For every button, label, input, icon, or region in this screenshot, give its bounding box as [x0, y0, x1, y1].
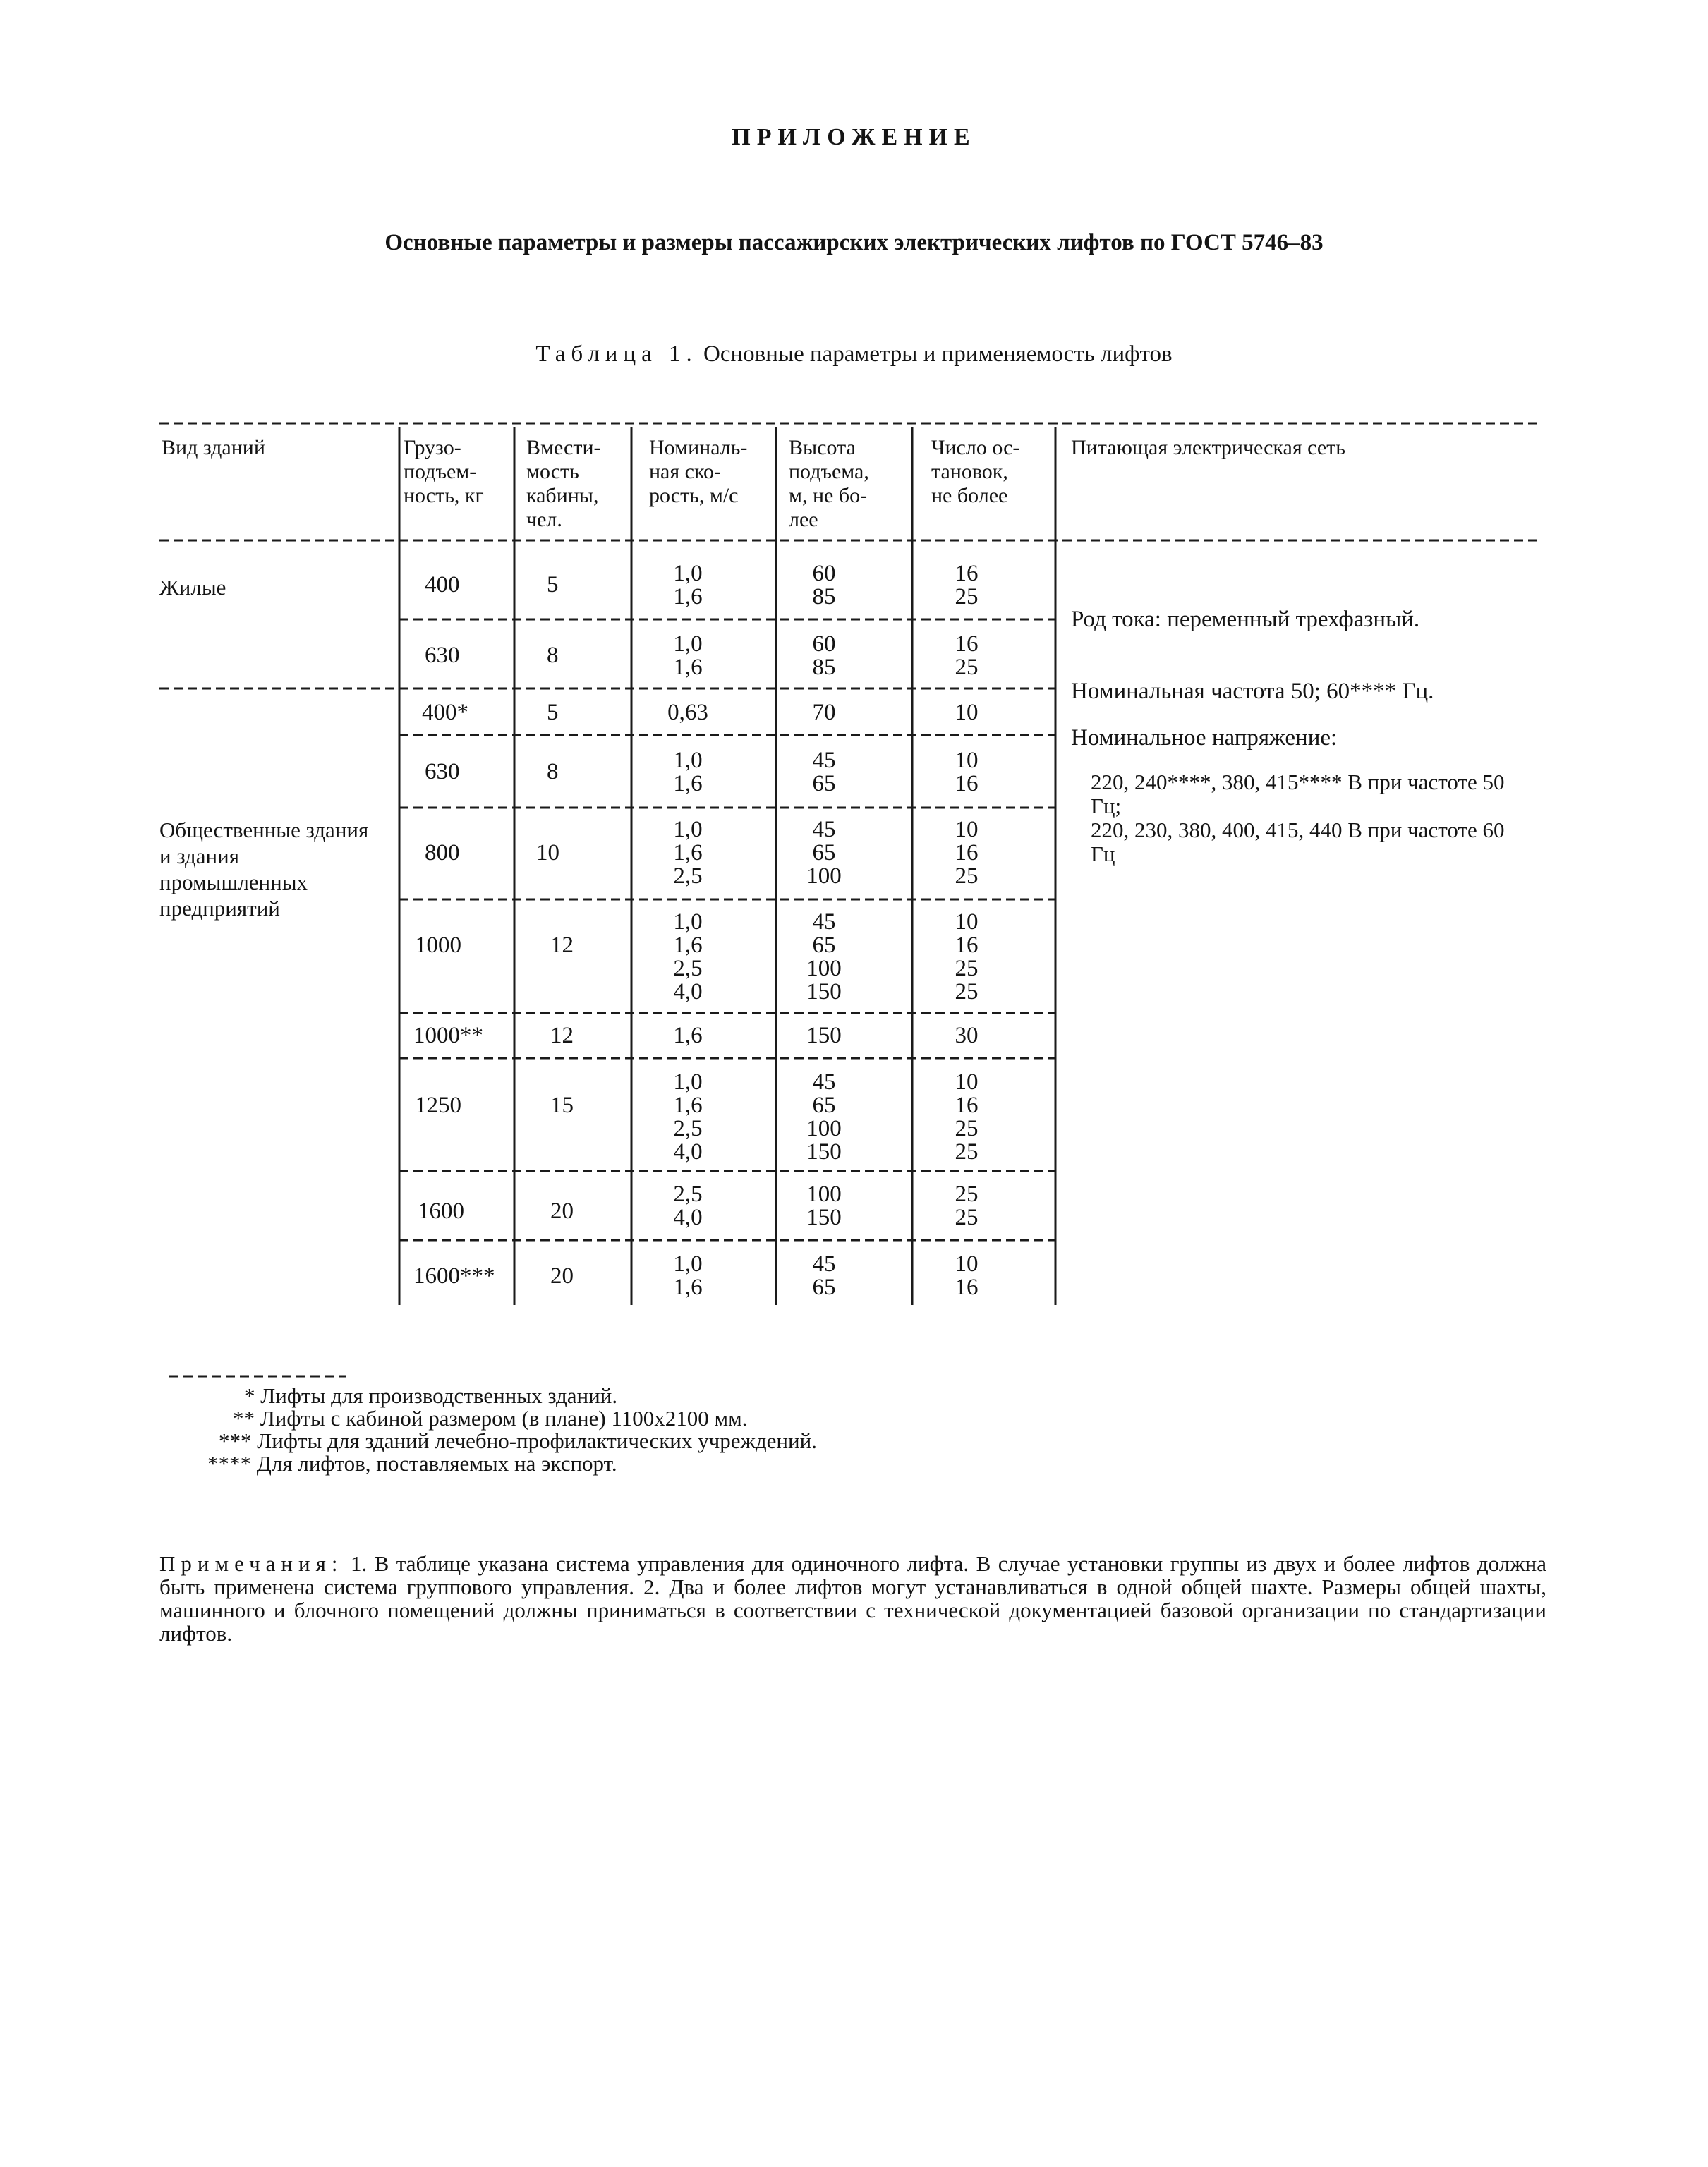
row-speed: 0,63: [667, 700, 708, 725]
row-speed: 1,0 1,6: [673, 561, 703, 609]
table-caption-label: Таблица 1.: [535, 341, 698, 367]
row-capacity: 20: [550, 1263, 574, 1289]
row-load: 630: [425, 759, 460, 784]
row-load: 1250: [415, 1093, 461, 1118]
row-capacity: 15: [550, 1093, 574, 1118]
row-load: 1600: [418, 1198, 464, 1224]
row-height: 60 85: [812, 631, 836, 680]
row-speed: 1,6: [673, 1023, 703, 1048]
row-load: 800: [425, 840, 460, 866]
power-frequency: Номинальная частота 50; 60**** Гц.: [1071, 679, 1434, 704]
notes-label: Примечания:: [159, 1551, 344, 1576]
row-height: 45 65: [812, 748, 836, 796]
power-voltage-title: Номинальное напряжение:: [1071, 725, 1338, 751]
header-load-capacity: Грузо- подъем- ность, кг: [404, 436, 484, 507]
header-stops: Число ос- тановок, не более: [931, 436, 1020, 507]
table-caption-text: Основные параметры и применяемость лифтов: [703, 341, 1173, 367]
row-speed: 1,0 1,6 2,5: [673, 817, 703, 889]
row-stops: 25 25: [955, 1182, 979, 1230]
row-speed: 1,0 1,6: [673, 631, 703, 680]
row-stops: 16 25: [955, 561, 979, 609]
row-height: 60 85: [812, 561, 836, 609]
row-stops: 10 16: [955, 748, 979, 796]
footnote: *** Лифты для зданий лечебно-профилактических учреждений.: [219, 1428, 817, 1453]
row-speed: 2,5 4,0: [673, 1182, 703, 1230]
row-capacity: 5: [547, 700, 559, 725]
header-lift-height: Высота подъема, м, не бо- лее: [789, 436, 869, 531]
row-stops: 10 16 25: [955, 817, 979, 889]
row-capacity: 12: [550, 1023, 574, 1048]
row-height: 150: [806, 1023, 842, 1048]
header-cabin-capacity: Вмести- мость кабины, чел.: [526, 436, 601, 531]
row-capacity: 12: [550, 933, 574, 958]
power-voltage-50hz: 220, 240****, 380, 415**** В при частоте 50 Гц;: [1091, 770, 1505, 818]
appendix-heading: ПРИЛОЖЕНИЕ: [732, 124, 976, 150]
row-capacity: 8: [547, 759, 559, 784]
footnote: **** Для лифтов, поставляемых на экспорт.: [207, 1451, 617, 1476]
row-stops: 10 16 25 25: [955, 1069, 979, 1165]
footnote: ** Лифты с кабиной размером (в плане) 1100x2100 мм.: [233, 1406, 748, 1431]
row-stops: 10 16 25 25: [955, 909, 979, 1004]
row-load: 630: [425, 643, 460, 668]
notes-paragraph: [159, 1552, 1546, 1645]
row-load: 1000**: [413, 1023, 483, 1048]
power-current: Род тока: переменный трехфазный.: [1071, 607, 1420, 632]
row-height: 45 65 100 150: [806, 1069, 842, 1165]
row-stops: 16 25: [955, 631, 979, 680]
row-height: 45 65 100 150: [806, 909, 842, 1004]
row-capacity: 8: [547, 643, 559, 668]
row-speed: 1,0 1,6: [673, 748, 703, 796]
footnote: * Лифты для производственных зданий.: [244, 1383, 618, 1408]
row-stops: 10 16: [955, 1251, 979, 1300]
document-subtitle: Основные параметры и размеры пассажирских электрических лифтов по ГОСТ 5746–83: [384, 230, 1324, 255]
header-power-supply: Питающая электрическая сеть: [1071, 436, 1345, 459]
row-load: 1600***: [413, 1263, 495, 1289]
row-capacity: 20: [550, 1198, 574, 1224]
row-height: 45 65: [812, 1251, 836, 1300]
row-speed: 1,0 1,6 2,5 4,0: [673, 1069, 703, 1165]
header-building: Вид зданий: [162, 436, 265, 459]
row-stops: 30: [955, 1023, 979, 1048]
row-height: 70: [812, 700, 836, 725]
row-load: 1000: [415, 933, 461, 958]
row-load: 400*: [422, 700, 468, 725]
row-stops: 10: [955, 700, 979, 725]
row-height: 45 65 100: [806, 817, 842, 889]
row-speed: 1,0 1,6: [673, 1251, 703, 1300]
group-residential: Жилые: [159, 575, 226, 600]
row-height: 100 150: [806, 1182, 842, 1230]
power-voltage-60hz: 220, 230, 380, 400, 415, 440 В при частоте 60 Гц: [1091, 818, 1505, 866]
group-public-industrial: Общественные здания и здания промышленных предприятий: [159, 818, 369, 921]
row-load: 400: [425, 572, 460, 597]
row-capacity: 10: [536, 840, 559, 866]
row-speed: 1,0 1,6 2,5 4,0: [673, 909, 703, 1004]
notes-text: 1. В таблице указана система управления для одиночного лифта. В случае установки группы из двух и более лифтов должна быть применена система группового управления. 2. Два и более лифтов могут устанавливаться в одной общей шахте. Размеры общей шахты, машинного и блочного помещений должны приниматься в соответствии с технической документацией базовой организации по стандартизации лифтов.: [159, 1551, 1546, 1646]
header-speed: Номиналь- ная ско- рость, м/с: [649, 436, 748, 507]
row-capacity: 5: [547, 572, 559, 597]
